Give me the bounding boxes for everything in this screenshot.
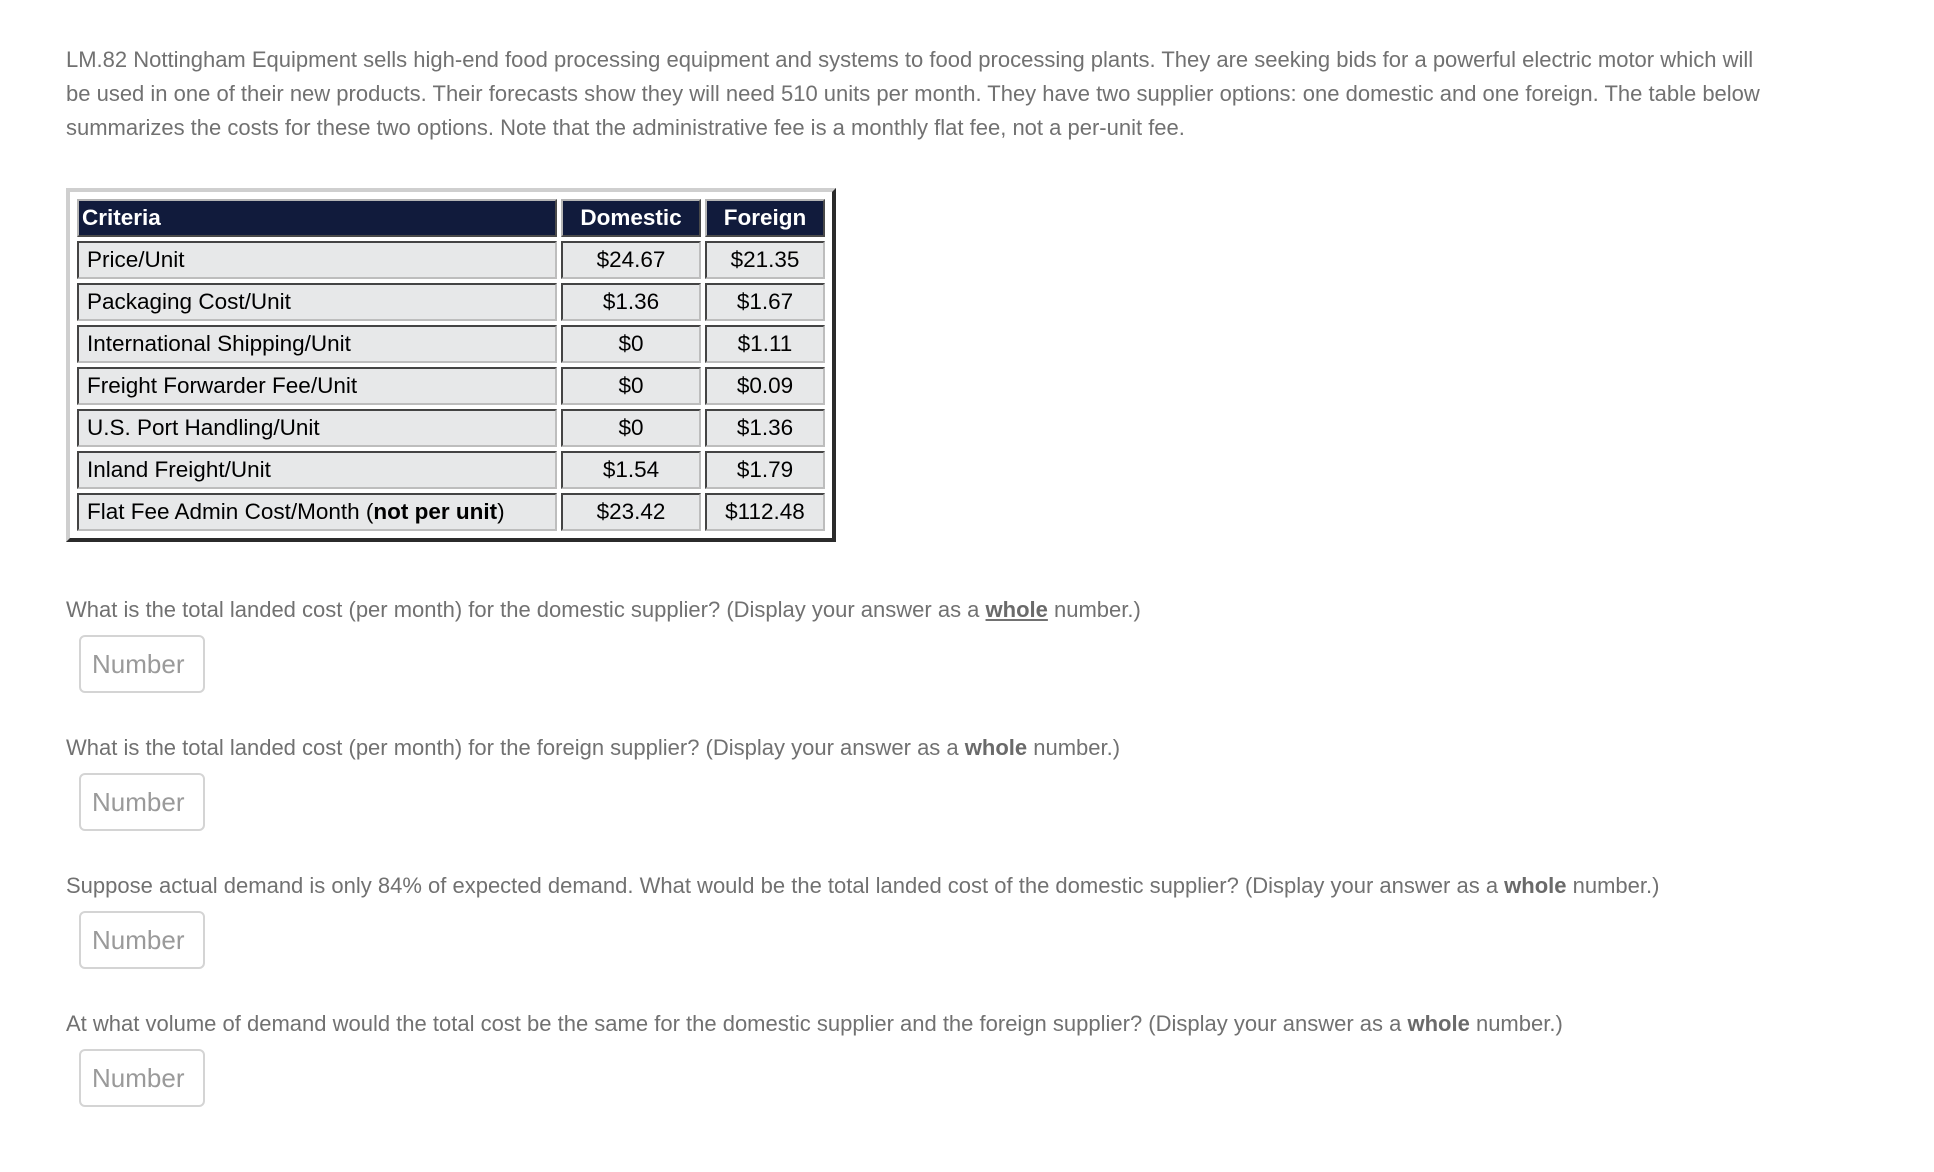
table-row xyxy=(77,241,825,279)
foreign-cell: $0.09 xyxy=(705,367,825,405)
question-text-after: number.) xyxy=(1047,597,1141,622)
question-text-before: At what volume of demand would the total cost be the same for the domestic supplier and the foreign supplier? (Display your answer as a xyxy=(66,1011,1408,1036)
question-2 xyxy=(66,731,1766,831)
foreign-cell: $112.48 xyxy=(705,493,825,531)
header-foreign: Foreign xyxy=(705,199,825,237)
question-1 xyxy=(66,593,1766,693)
cost-table xyxy=(73,195,829,535)
criteria-cell: Inland Freight/Unit xyxy=(77,451,557,489)
table-row xyxy=(77,367,825,405)
question-emphasis: whole xyxy=(964,735,1028,760)
question-3-text xyxy=(66,869,1766,903)
domestic-cell: $0 xyxy=(561,409,701,447)
table-row xyxy=(77,283,825,321)
foreign-cell: $1.36 xyxy=(705,409,825,447)
header-domestic: Domestic xyxy=(561,199,701,237)
question-1-text xyxy=(66,593,1766,627)
table-row xyxy=(77,493,825,531)
answer-input-3[interactable] xyxy=(79,911,205,969)
question-3 xyxy=(66,869,1766,969)
answer-input-1[interactable] xyxy=(79,635,205,693)
answer-input-2[interactable] xyxy=(79,773,205,831)
criteria-cell: Freight Forwarder Fee/Unit xyxy=(77,367,557,405)
question-emphasis: whole xyxy=(1407,1011,1470,1036)
criteria-cell: U.S. Port Handling/Unit xyxy=(77,409,557,447)
table-row xyxy=(77,325,825,363)
foreign-cell: $1.11 xyxy=(705,325,825,363)
question-text-before: What is the total landed cost (per month) for the domestic supplier? (Display your answer as a xyxy=(66,597,986,622)
domestic-cell: $0 xyxy=(561,325,701,363)
question-4-text xyxy=(66,1007,1766,1041)
criteria-bold: not per unit xyxy=(373,499,498,524)
header-criteria: Criteria xyxy=(77,199,557,237)
criteria-suffix: ) xyxy=(497,499,505,524)
cost-table-frame xyxy=(66,188,836,542)
foreign-cell: $21.35 xyxy=(705,241,825,279)
domestic-cell: $24.67 xyxy=(561,241,701,279)
question-text-before: What is the total landed cost (per month) for the foreign supplier? (Display your answer as a xyxy=(66,735,965,760)
table-row xyxy=(77,409,825,447)
criteria-cell: International Shipping/Unit xyxy=(77,325,557,363)
question-emphasis: whole xyxy=(1504,873,1567,898)
question-2-text xyxy=(66,731,1766,765)
domestic-cell: $1.36 xyxy=(561,283,701,321)
question-4 xyxy=(66,1007,1766,1107)
criteria-cell: Price/Unit xyxy=(77,241,557,279)
domestic-cell: $0 xyxy=(561,367,701,405)
criteria-cell: Packaging Cost/Unit xyxy=(77,283,557,321)
foreign-cell: $1.67 xyxy=(705,283,825,321)
question-text-after: number.) xyxy=(1566,873,1660,898)
criteria-cell xyxy=(77,493,557,531)
question-text-before: Suppose actual demand is only 84% of expected demand. What would be the total landed cost of the domestic supplier? (Display your answer as a xyxy=(66,873,1505,898)
question-text-after: number.) xyxy=(1469,1011,1563,1036)
criteria-prefix: Flat Fee Admin Cost/Month ( xyxy=(87,499,374,524)
domestic-cell: $1.54 xyxy=(561,451,701,489)
problem-content xyxy=(66,43,1766,1107)
table-header-row xyxy=(77,199,825,237)
foreign-cell: $1.79 xyxy=(705,451,825,489)
domestic-cell: $23.42 xyxy=(561,493,701,531)
question-emphasis: whole xyxy=(985,597,1048,622)
table-row xyxy=(77,451,825,489)
problem-intro: LM.82 Nottingham Equipment sells high-end food processing equipment and systems to food processing plants. They are seeking bids for a powerful electric motor which will be used in one of their new products. Their forecasts show they will need 510 units per month. They have two supplier options: one domestic and one foreign. The table below summarizes the costs for these two options. Note that the administrative fee is a monthly flat fee, not a per-unit fee. xyxy=(66,47,1760,140)
question-text-after: number.) xyxy=(1027,735,1121,760)
answer-input-4[interactable] xyxy=(79,1049,205,1107)
